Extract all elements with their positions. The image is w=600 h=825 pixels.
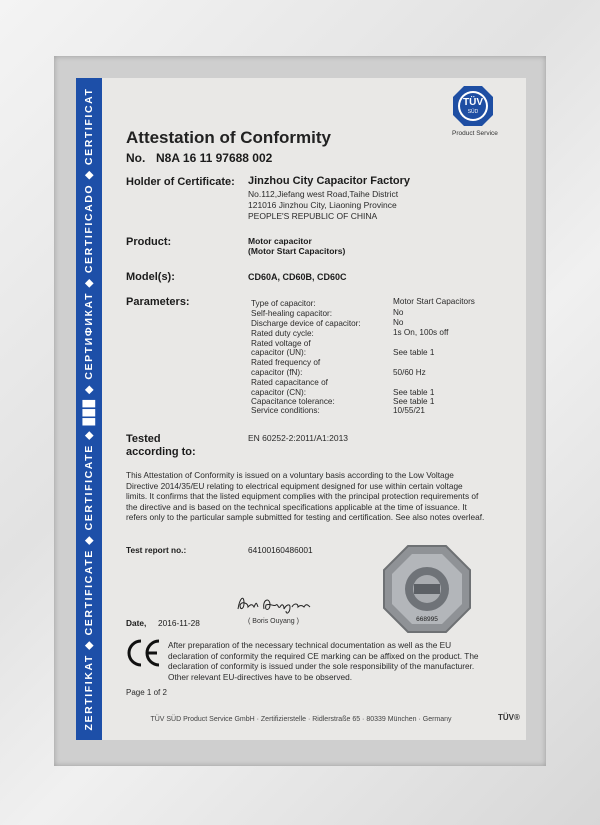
parameter-value: No [393,318,404,327]
holder-label: Holder of Certificate: [126,176,235,188]
logo-tuv-text: TÜV [463,97,483,108]
signature-image [234,593,314,620]
holder-address-line: No.112,Jiefang west Road,Taihe District [248,189,399,199]
parameter-name: Rated voltage of [251,339,311,348]
footer-tuv-logo: TÜV® [498,713,520,722]
sidebar-certificate-text: ZERTIFIKAT ◆ CERTIFICATE ◆ CERTIFICATE ◆ ███ ◆ СЕРТИФИКАТ ◆ CERTIFICADO ◆ CERTIFICAT [83,87,95,731]
page-indicator: Page 1 of 2 [126,688,167,697]
date-value: 2016-11-28 [158,618,200,628]
parameter-value: 1s On, 100s off [393,328,449,337]
document-title: Attestation of Conformity [126,128,331,147]
holder-address-line: PEOPLE'S REPUBLIC OF CHINA [248,211,378,221]
product-label: Product: [126,236,172,248]
parameter-name: capacitor (fN): [251,368,303,377]
product-name: Motor capacitor [248,236,312,246]
test-report-label: Test report no.: [126,545,187,555]
parameter-value: 50/60 Hz [393,368,426,377]
logo-sud-text: SÜD [467,109,479,115]
parameters-label: Parameters: [126,296,190,308]
tested-standard: EN 60252-2:2011/A1:2013 [248,433,349,443]
parameter-name: Capacitance tolerance: [251,397,335,406]
holder-address-line: 121016 Jinzhou City, Liaoning Province [248,200,397,210]
tested-label-line1: Tested [126,433,161,445]
parameter-name: Rated capacitance of [251,378,328,387]
certificate-document [76,78,526,740]
ce-mark-icon [126,638,162,673]
parameter-name: Type of capacitor: [251,299,316,308]
parameter-name: Discharge device of capacitor: [251,319,361,328]
certificate-number: N8A 16 11 97688 002 [156,151,273,165]
test-report-number: 64100160486001 [248,545,313,555]
certificate-number-label: No. [126,151,146,165]
seal-number: 668995 [416,616,438,623]
tuv-sud-logo [451,84,495,128]
signer-name: ( Boris Ouyang ) [248,618,299,625]
parameter-name: Rated duty cycle: [251,329,314,338]
tested-label-line2: according to: [126,446,196,458]
certificate-sidebar-band [76,78,102,740]
product-service-label: Product Service [452,130,498,137]
hologram-seal [382,544,472,634]
models-value: CD60A, CD60B, CD60C [248,272,347,282]
holder-name: Jinzhou City Capacitor Factory [248,175,410,187]
parameter-value: 10/55/21 [393,406,425,415]
parameter-name: capacitor (UN): [251,348,307,357]
parameter-value: See table 1 [393,397,435,406]
attestation-body-text: This Attestation of Conformity is issued on a voluntary basis according to the Low Voltage Directive 2014/35/EU relating to electrical equipment designed for use within certain voltage limits. It confirms that the listed equipment complies with the principal protection requirements of the directive and is based on the technical specifications applicable at the time of issuance. It refers only to the particular sample submitted for testing and certification. See also notes overleaf. [126,470,485,522]
parameter-name: Self-healing capacitor: [251,309,333,318]
ce-marking-text: After preparation of the necessary technical documentation as well as the EU declaration of conformity the required CE marking can be affixed on the product. The declaration of conformity is issued under the sole responsibility of the manufacturer. Other relevant EU-directives have to be observed. [168,640,479,682]
parameter-name: Rated frequency of [251,358,321,367]
parameter-value: No [393,308,404,317]
parameter-value: Motor Start Capacitors [393,297,475,306]
parameter-name: Service conditions: [251,406,320,415]
product-subname: (Motor Start Capacitors) [248,246,346,256]
parameter-name: capacitor (CN): [251,388,307,397]
models-label: Model(s): [126,271,175,283]
footer-address: TÜV SÜD Product Service GmbH · Zertifizierstelle · Ridlerstraße 65 · 80339 München · Germany [150,716,452,723]
parameter-value: See table 1 [393,388,435,397]
date-label: Date, [126,618,147,628]
parameter-value: See table 1 [393,348,435,357]
